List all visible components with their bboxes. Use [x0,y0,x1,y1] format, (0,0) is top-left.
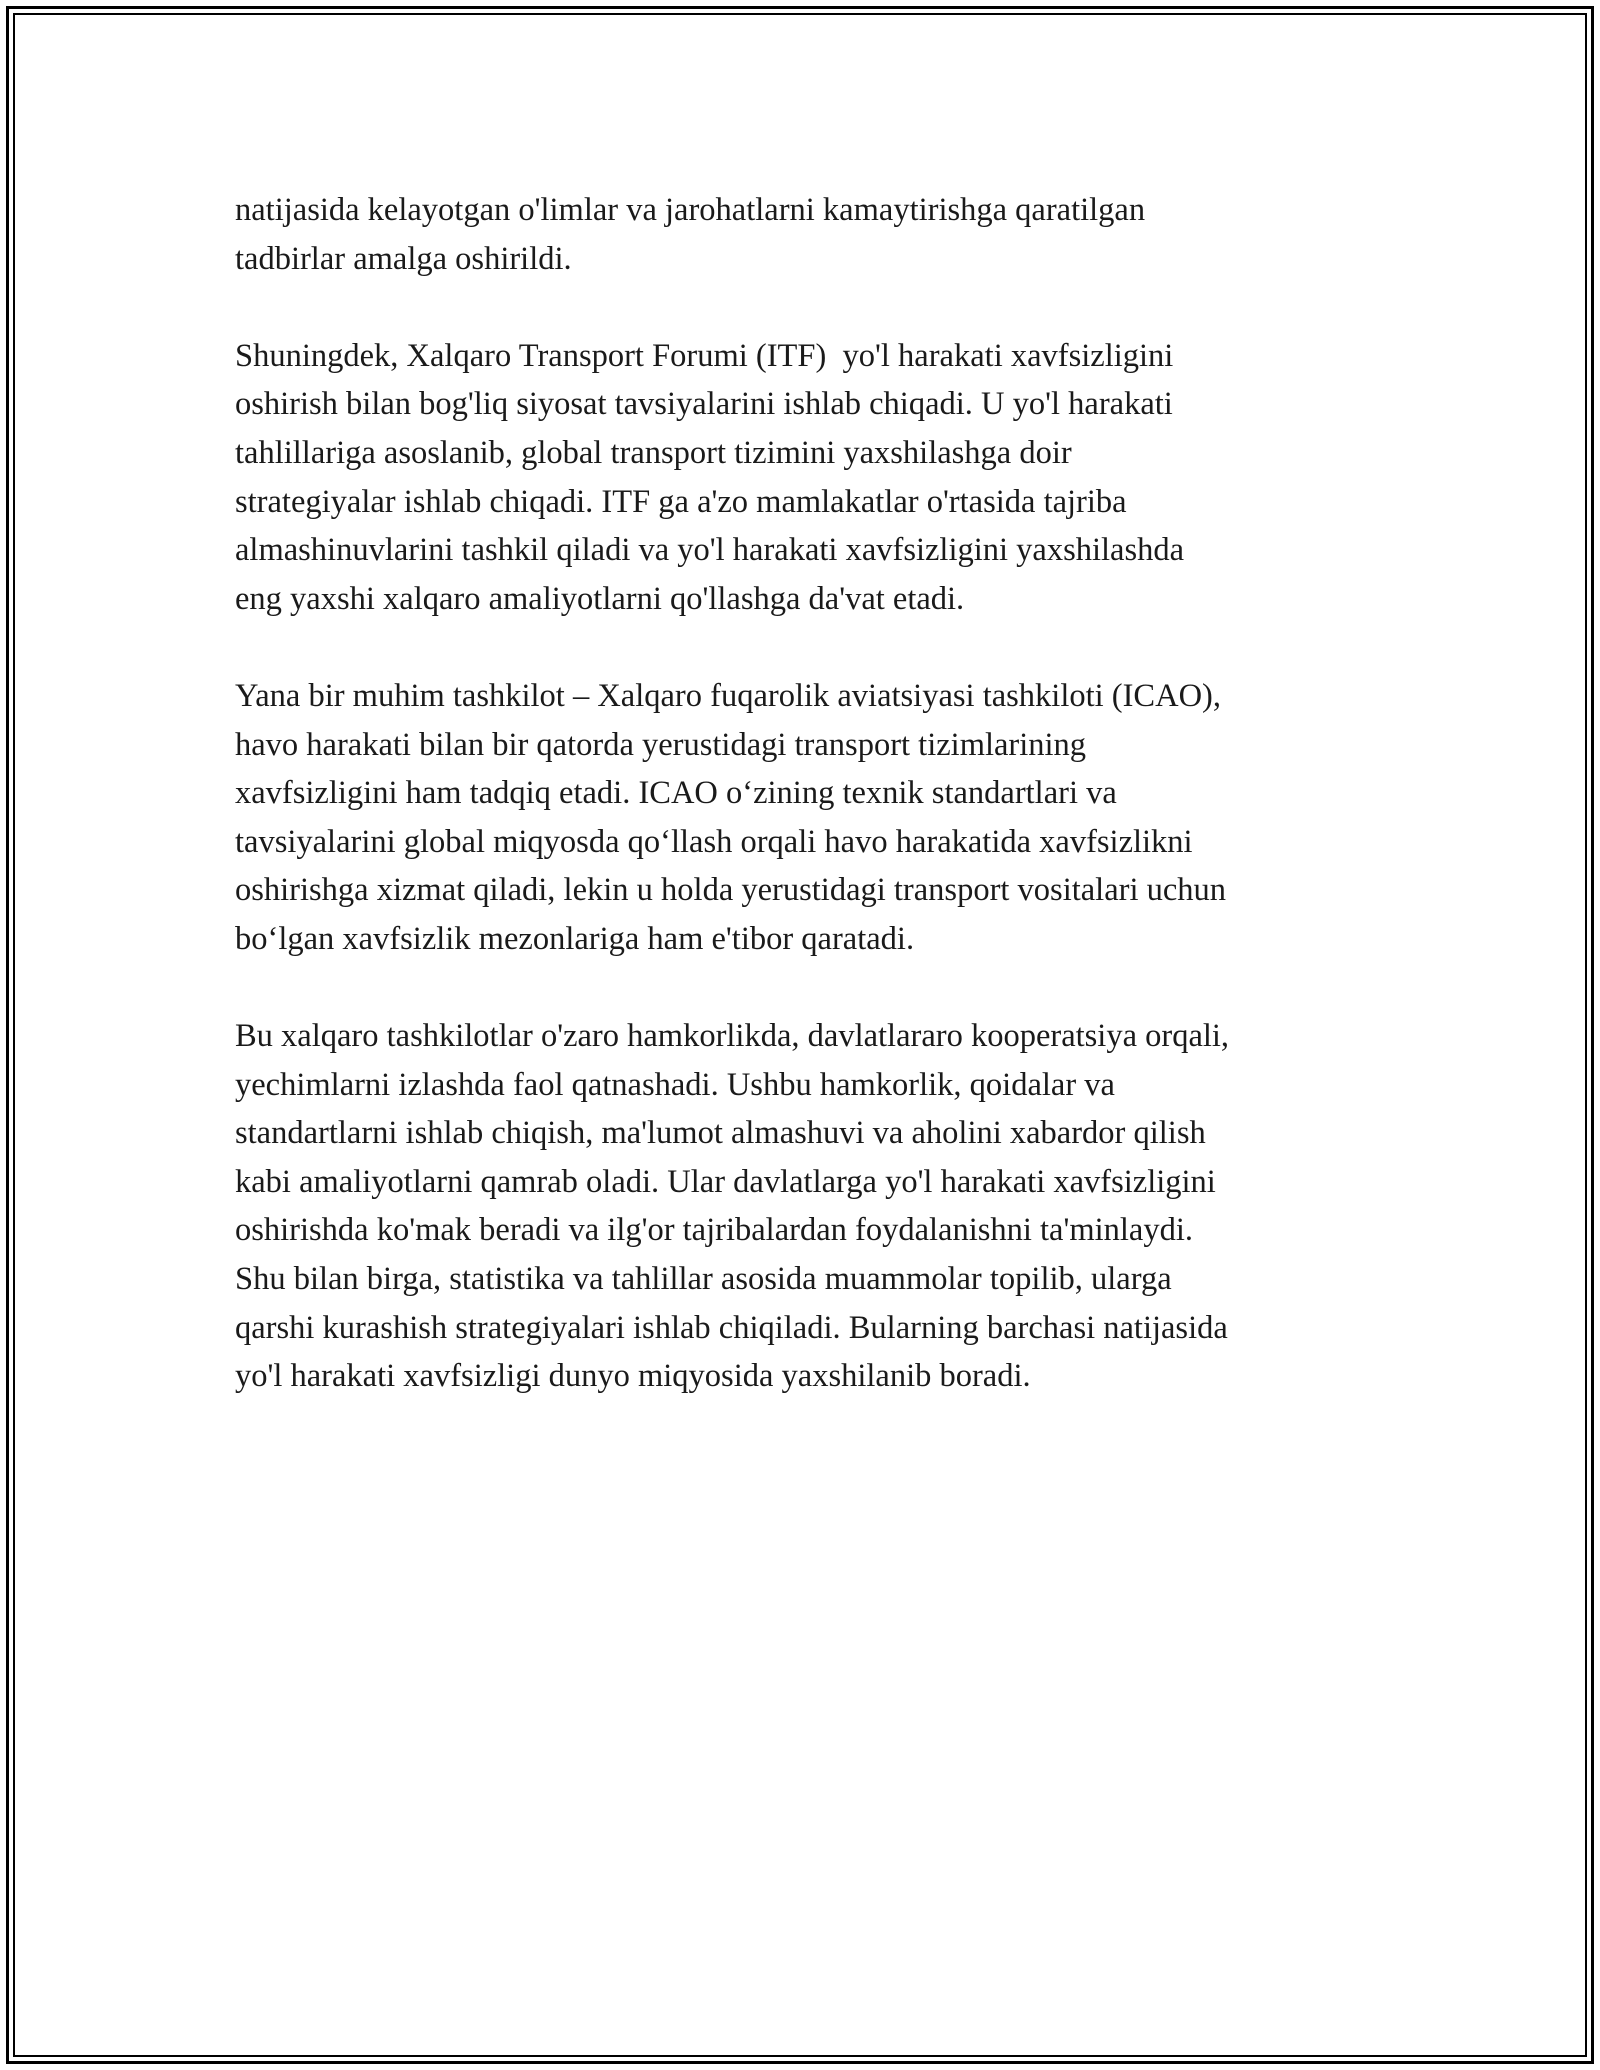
text-line: bo‘lgan xavfsizlik mezonlariga ham e'tibor qaratadi. [235,920,915,957]
text-line: Shuningdek, Xalqaro Transport Forumi (ITF) yo'l harakati xavfsizligini [235,337,1174,374]
text-line: natijasida kelayotgan o'limlar va jarohatlarni kamaytirishga qaratilgan [235,192,1146,228]
document-body [235,186,1375,1449]
paragraph-4 [235,1012,1375,1401]
text-line: tahlillariga asoslanib, global transport tizimini yaxshilashga doir [235,434,1072,471]
text-line: yo'l harakati xavfsizligi dunyo miqyosida yaxshilanib boradi. [235,1358,1031,1395]
text-line: oshirishda ko'mak beradi va ilg'or tajribalardan foydalanishni ta'minlaydi. [235,1212,1194,1249]
paragraph-2 [235,332,1375,624]
text-line: oshirish bilan bog'liq siyosat tavsiyalarini ishlab chiqadi. U yo'l harakati [235,386,1173,423]
text-line: tadbirlar amalga oshirildi. [235,240,572,277]
text-line: standartlarni ishlab chiqish, ma'lumot almashuvi va aholini xabardor qilish [235,1115,1206,1152]
paragraph-1 [235,186,1375,283]
text-line: almashinuvlarini tashkil qiladi va yo'l harakati xavfsizligini yaxshilashda [235,532,1185,569]
text-line: eng yaxshi xalqaro amaliyotlarni qo'llashga da'vat etadi. [235,580,965,617]
text-line: Bu xalqaro tashkilotlar o'zaro hamkorlikda, davlatlararo kooperatsiya orqali, [235,1018,1230,1055]
text-line: qarshi kurashish strategiyalari ishlab chiqiladi. Bularning barchasi natijasida [235,1309,1228,1346]
text-line: havo harakati bilan bir qatorda yerustidagi transport tizimlarining [235,726,1087,763]
text-line: Yana bir muhim tashkilot – Xalqaro fuqarolik aviatsiyasi tashkiloti (ICAO), [235,677,1221,714]
text-line: xavfsizligini ham tadqiq etadi. ICAO o‘zining texnik standartlari va [235,775,1117,812]
text-line: Shu bilan birga, statistika va tahlillar asosida muammolar topilib, ularga [235,1261,1172,1298]
paragraph-3 [235,672,1375,964]
text-line: yechimlarni izlashda faol qatnashadi. Ushbu hamkorlik, qoidalar va [235,1066,1115,1103]
text-line: tavsiyalarini global miqyosda qo‘llash orqali havo harakatida xavfsizlikni [235,823,1193,860]
text-line: strategiyalar ishlab chiqadi. ITF ga a'zo mamlakatlar o'rtasida tajriba [235,483,1127,520]
text-line: kabi amaliyotlarni qamrab oladi. Ular davlatlarga yo'l harakati xavfsizligini [235,1163,1216,1200]
text-line: oshirishga xizmat qiladi, lekin u holda yerustidagi transport vositalari uchun [235,872,1227,909]
